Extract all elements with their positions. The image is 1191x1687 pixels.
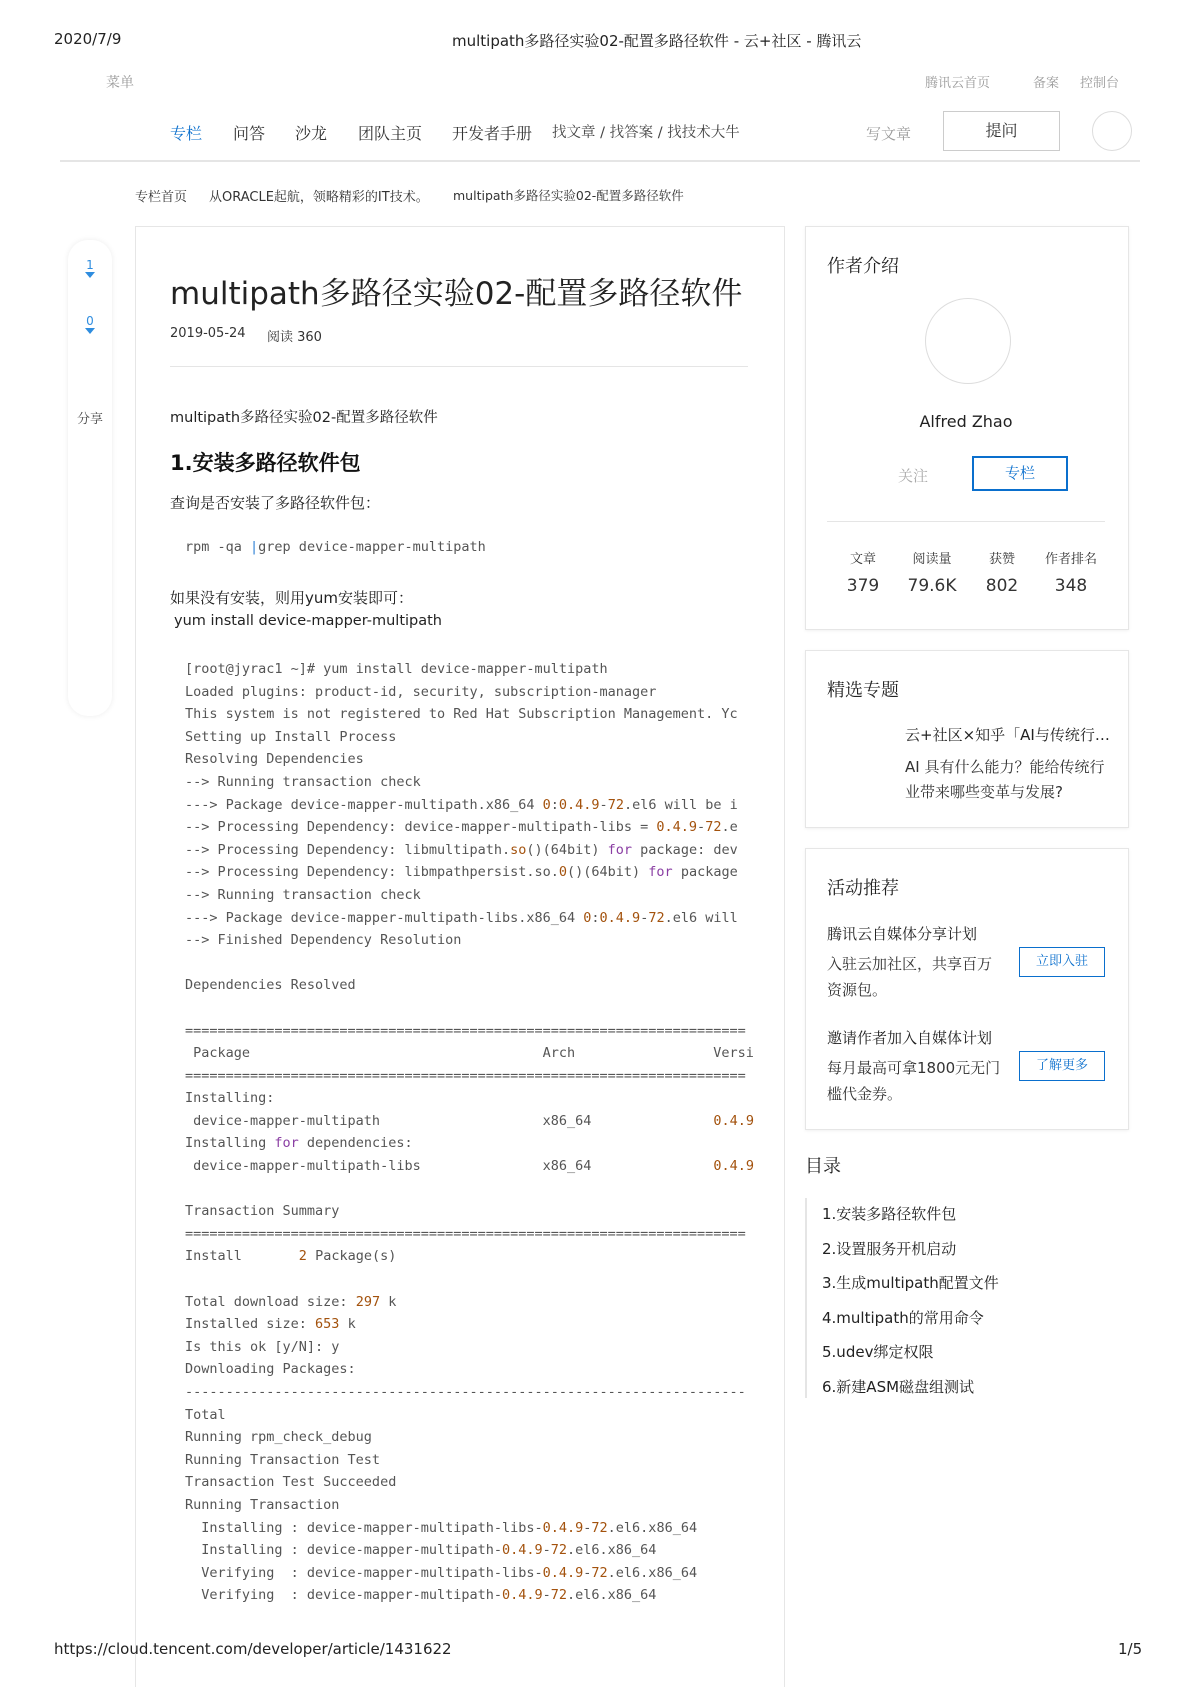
yum-install-text: yum install device-mapper-multipath (174, 613, 443, 629)
nav-divider (60, 160, 1140, 162)
stat-value-reads: 79.6K (907, 576, 957, 596)
code-line: Loaded plugins: product-id, security, subscription-manager (185, 683, 657, 700)
code-line: --> Processing Dependency: device-mapper-multipath-libs = 0.4.9-72.e (185, 819, 738, 836)
tencent-cloud-home-link[interactable]: 腾讯云首页 (925, 76, 991, 91)
stat-label-rank: 作者排名 (1044, 552, 1097, 567)
user-avatar[interactable] (1092, 111, 1132, 151)
code-line: ===================================================================== (185, 1067, 746, 1084)
nav-tab-dev-manual[interactable]: 开发者手册 (452, 124, 533, 143)
code-line: Running Transaction Test (185, 1451, 381, 1468)
breadcrumb-current: multipath多路径实验02-配置多路径软件 (453, 188, 684, 203)
featured-item-desc-1: AI 具有什么能力？能给传统行 (905, 758, 1105, 776)
author-panel-title: 作者介绍 (827, 256, 899, 277)
code-line: --> Running transaction check (185, 773, 421, 790)
code-line: Downloading Packages: (185, 1361, 356, 1378)
code-line: --> Processing Dependency: libmpathpersist.so.0()(64bit) for package (185, 864, 738, 881)
activity-title-2[interactable]: 邀请作者加入自媒体计划 (827, 1029, 993, 1047)
breadcrumb-column[interactable]: 从ORACLE起航，领略精彩的IT技术。 (209, 190, 429, 205)
article-title: multipath多路径实验02-配置多路径软件 (170, 276, 743, 312)
toc-item-5[interactable]: 5.udev绑定权限 (822, 1343, 934, 1361)
code-line: --> Finished Dependency Resolution (185, 932, 462, 949)
code-line: Total (185, 1406, 226, 1423)
code-line: device-mapper-multipath x86_64 0.4.9 (185, 1112, 754, 1129)
toc-item-6[interactable]: 6.新建ASM磁盘组测试 (822, 1378, 975, 1396)
code-line: Package Arch Versi (185, 1045, 754, 1062)
code-line: ---> Package device-mapper-multipath.x86_64 0:0.4.9-72.el6 will be i (185, 796, 738, 813)
author-name[interactable]: Alfred Zhao (919, 412, 1013, 431)
install-instruction: 如果没有安装，则用yum安装即可： (170, 589, 413, 607)
code-line: Installing : device-mapper-multipath-libs-0.4.9-72.el6.x86_64 (185, 1519, 698, 1536)
code-line: Install 2 Package(s) (185, 1248, 397, 1265)
stat-value-rank: 348 (1054, 576, 1088, 596)
code-line: Transaction Summary (185, 1203, 340, 1220)
code-line: Transaction Test Succeeded (185, 1474, 397, 1491)
collect-arrow-icon (85, 328, 95, 334)
code-line: ===================================================================== (185, 1022, 746, 1039)
activity-title-1[interactable]: 腾讯云自媒体分享计划 (827, 925, 978, 943)
nav-tab-salon[interactable]: 沙龙 (295, 124, 328, 143)
activity-desc-2b: 槛代金券。 (827, 1085, 903, 1103)
join-now-button[interactable]: 立即入驻 (1019, 947, 1105, 977)
stat-label-reads: 阅读量 (912, 552, 952, 567)
nav-tab-column[interactable]: 专栏 (170, 124, 203, 143)
code-line (185, 952, 748, 975)
code-line: Running Transaction (185, 1496, 340, 1513)
query-text: 查询是否安装了多路径软件包： (170, 494, 381, 512)
toc-title: 目录 (805, 1156, 841, 1177)
code-line: Is this ok [y/N]: y (185, 1338, 340, 1355)
code-line: Installing: (185, 1090, 275, 1107)
toc-item-3[interactable]: 3.生成multipath配置文件 (822, 1274, 999, 1292)
search-input[interactable]: 找文章 / 找答案 / 找技术大牛 (552, 125, 740, 141)
code-line: device-mapper-multipath-libs x86_64 0.4.9 (185, 1158, 754, 1175)
author-avatar[interactable] (925, 298, 1011, 384)
toc-item-4[interactable]: 4.multipath的常用命令 (822, 1309, 984, 1327)
stat-value-likes: 802 (985, 576, 1019, 596)
code-line (185, 1178, 748, 1201)
write-article-link[interactable]: 写文章 (866, 125, 912, 143)
code-line (185, 997, 748, 1020)
toc-rule (805, 1198, 807, 1398)
code-line: [root@jyrac1 ~]# yum install device-mapper-multipath (185, 661, 608, 677)
toc-item-2[interactable]: 2.设置服务开机启动 (822, 1240, 957, 1258)
ask-button[interactable]: 提问 (943, 111, 1060, 151)
stat-label-articles: 文章 (849, 552, 876, 567)
yum-output-code-block (185, 658, 754, 1607)
activities-panel-title: 活动推荐 (827, 878, 899, 899)
stat-value-articles: 379 (846, 576, 880, 596)
code-line: Installing for dependencies: (185, 1135, 413, 1152)
code-line: Resolving Dependencies (185, 751, 364, 768)
code-line: --> Processing Dependency: libmultipath.so()(64bit) for package: dev (185, 841, 738, 858)
action-rail (68, 240, 112, 716)
nav-tab-team[interactable]: 团队主页 (358, 124, 423, 143)
stat-label-likes: 获赞 (988, 552, 1015, 567)
follow-button[interactable]: 关注 (897, 467, 928, 485)
code-line: Dependencies Resolved (185, 977, 356, 994)
share-button[interactable]: 分享 (76, 412, 103, 427)
print-url: https://cloud.tencent.com/developer/article/1431622 (54, 1640, 452, 1658)
code-line: Installed size: 653 k (185, 1316, 356, 1333)
activity-desc-1b: 资源包。 (827, 981, 888, 999)
like-button[interactable] (68, 258, 112, 278)
nav-tab-qa[interactable]: 问答 (233, 124, 266, 143)
code-line: This system is not registered to Red Hat Subscription Management. Yc (185, 706, 738, 723)
code-line: --------------------------------------------------------------------- (185, 1384, 746, 1400)
breadcrumb-home[interactable]: 专栏首页 (135, 190, 188, 205)
activity-desc-2a: 每月最高可拿1800元无门 (827, 1059, 1001, 1077)
article-intro: multipath多路径实验02-配置多路径软件 (170, 410, 438, 426)
like-arrow-icon (85, 272, 95, 278)
toc-item-1[interactable]: 1.安装多路径软件包 (822, 1205, 957, 1223)
print-doc-title: multipath多路径实验02-配置多路径软件 - 云+社区 - 腾讯云 (452, 32, 862, 50)
activity-desc-1a: 入驻云加社区，共享百万 (827, 955, 993, 973)
console-link[interactable]: 控制台 (1080, 76, 1120, 91)
article-header-divider (170, 366, 748, 367)
learn-more-button[interactable]: 了解更多 (1019, 1051, 1105, 1081)
like-count: 1 (86, 258, 94, 272)
code-line: Setting up Install Process (185, 728, 397, 745)
code-line (185, 1268, 748, 1291)
print-date: 2020/7/9 (54, 30, 122, 48)
beian-link[interactable]: 备案 (1033, 76, 1060, 91)
print-page-number: 1/5 (1118, 1640, 1143, 1658)
collect-count: 0 (86, 314, 94, 328)
code-line: Total download size: 297 k (185, 1293, 397, 1310)
code-line: Installing : device-mapper-multipath-0.4.9-72.el6.x86_64 (185, 1542, 657, 1559)
code-line: ---> Package device-mapper-multipath-libs.x86_64 0:0.4.9-72.el6 will (185, 909, 738, 926)
section-heading-1: 1.安装多路径软件包 (170, 451, 361, 475)
menu-link[interactable]: 菜单 (106, 75, 134, 91)
article-date: 2019-05-24 (170, 326, 246, 341)
author-column-button[interactable]: 专栏 (972, 456, 1068, 491)
code-line: Verifying : device-mapper-multipath-0.4.9-72.el6.x86_64 (185, 1587, 657, 1604)
collect-button[interactable] (68, 314, 112, 334)
featured-item-desc-2: 业带来哪些变革与发展? (905, 783, 1063, 801)
featured-item-title[interactable]: 云+社区×知乎「AI与传统行… (905, 726, 1110, 744)
featured-panel-title: 精选专题 (827, 680, 899, 701)
code-line: Verifying : device-mapper-multipath-libs-0.4.9-72.el6.x86_64 (185, 1564, 698, 1581)
code-line: --> Running transaction check (185, 886, 421, 903)
rpm-query-command: rpm -qa |grep device-mapper-multipath (185, 539, 486, 555)
article-views: 阅读 360 (267, 330, 322, 345)
code-line: ===================================================================== (185, 1225, 746, 1242)
author-stats-divider (827, 521, 1105, 522)
code-line: Running rpm_check_debug (185, 1429, 372, 1446)
